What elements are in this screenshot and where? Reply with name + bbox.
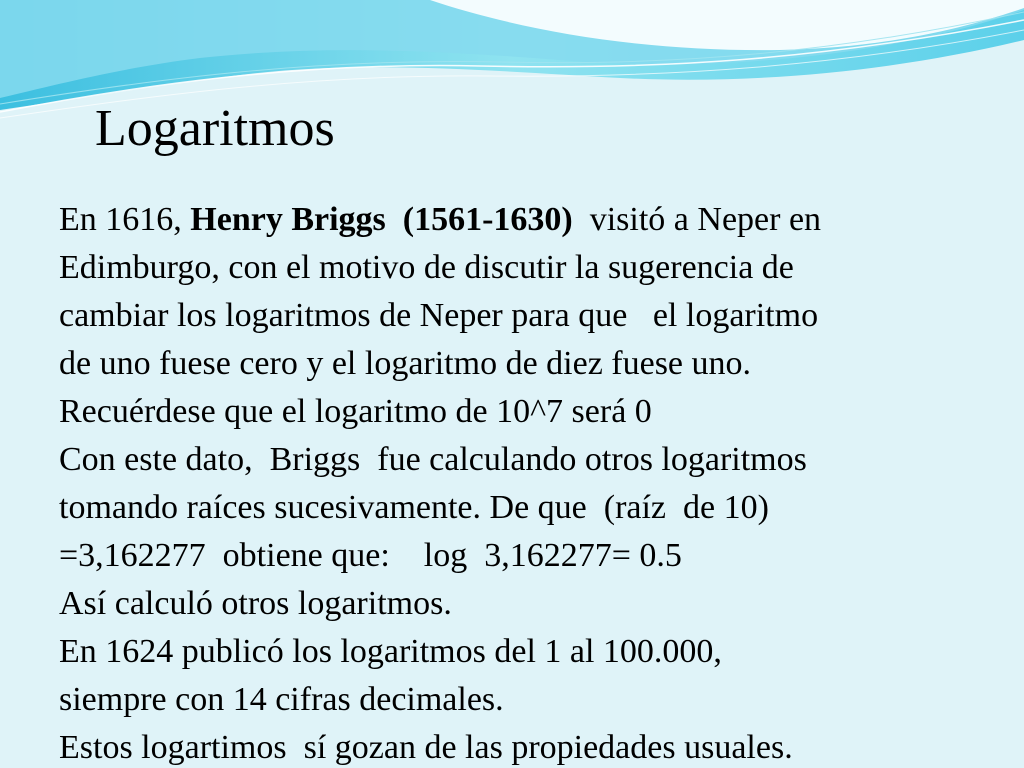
slide-title: Logaritmos [95,100,335,157]
body-line: Estos logartimos sí gozan de las propiedades usuales. [59,729,793,766]
slide-body [59,196,999,768]
name-gap [386,201,403,238]
intro-tail: visitó a Neper en [572,201,822,238]
body-line: de uno fuese cero y el logaritmo de diez fuese uno. [59,345,752,382]
body-line-1 [59,196,999,244]
person-name: Henry Briggs [190,201,386,238]
person-years: (1561-1630) [402,201,573,238]
body-line: Con este dato, Briggs fue calculando otros logaritmos [59,441,807,478]
body-line: siempre con 14 cifras decimales. [59,681,504,718]
body-line: =3,162277 obtiene que: log 3,162277= 0.5 [59,537,682,574]
body-line: Recuérdese que el logaritmo de 10^7 será 0 [59,393,652,430]
body-line: En 1624 publicó los logaritmos del 1 al 100.000, [59,633,722,670]
body-line: Así calculó otros logaritmos. [59,585,452,622]
body-line: tomando raíces sucesivamente. De que (raíz de 10) [59,489,769,526]
intro-text: En 1616, [59,201,191,238]
body-line: cambiar los logaritmos de Neper para que el logaritmo [59,297,819,334]
body-line: Edimburgo, con el motivo de discutir la sugerencia de [59,249,794,286]
